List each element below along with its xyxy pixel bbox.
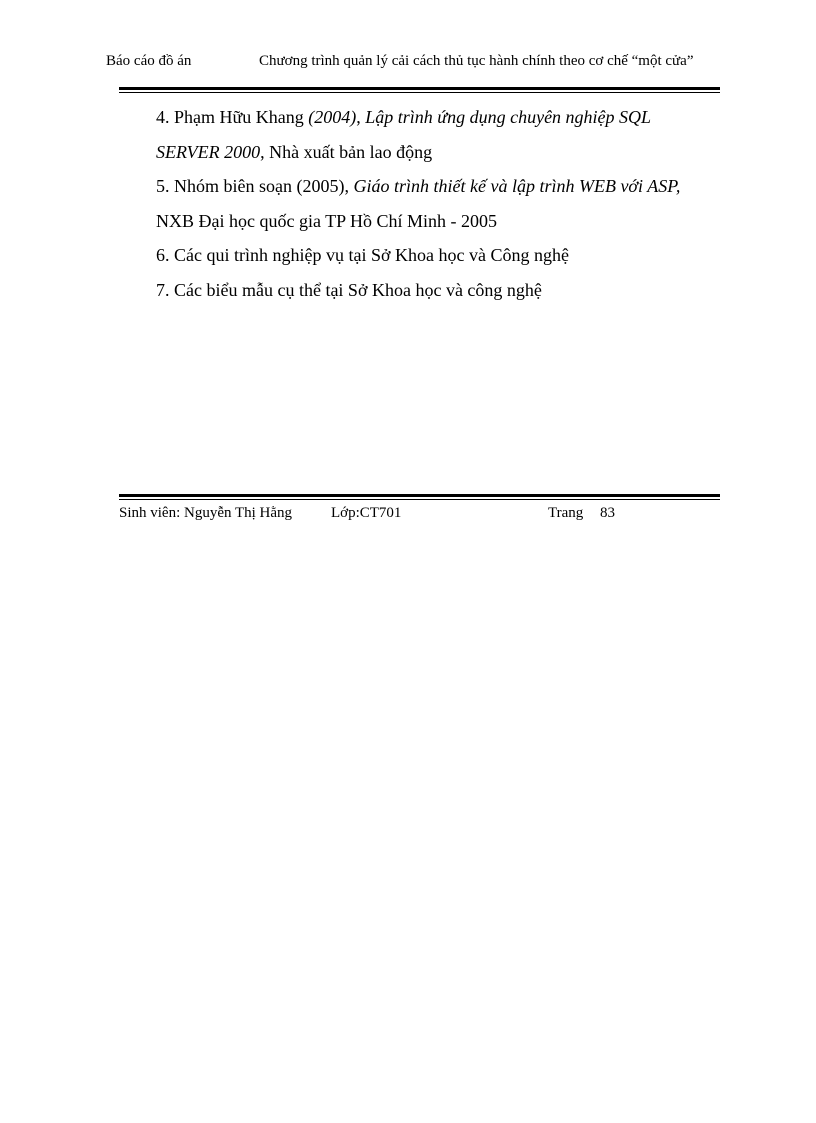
reference-5-title: Giáo trình thiết kế và lập trình WEB với ASP, <box>353 176 681 196</box>
reference-5-line-2: NXB Đại học quốc gia TP Hồ Chí Minh - 2005 <box>156 210 497 231</box>
reference-list <box>156 100 716 307</box>
footer-class: Lớp:CT701 <box>331 505 402 521</box>
reference-4-title: Lập trình ứng dụng chuyên nghiệp SQL <box>365 107 652 127</box>
reference-5-line-1 <box>156 169 716 204</box>
reference-4-line-2 <box>156 135 716 170</box>
footer-divider <box>119 494 720 500</box>
reference-7: 7. Các biểu mẫu cụ thể tại Sở Khoa học và công nghệ <box>156 279 542 300</box>
header-report-title: Báo cáo đồ án <box>106 53 192 69</box>
reference-4-title-cont: SERVER 2000 <box>156 141 261 162</box>
reference-4-author: 4. Phạm Hữu Khang <box>156 107 309 127</box>
footer-student-name: Sinh viên: Nguyễn Thị Hằng <box>119 505 293 521</box>
reference-6: 6. Các qui trình nghiệp vụ tại Sở Khoa học và Công nghệ <box>156 245 569 265</box>
header-project-title: Chương trình quản lý cải cách thủ tục hành chính theo cơ chế “một cửa” <box>259 53 694 69</box>
reference-4-publisher: , Nhà xuất bản lao động <box>260 141 433 162</box>
reference-4-year: (2004) <box>308 107 357 127</box>
header-divider <box>119 87 720 93</box>
reference-4-line-1 <box>156 100 716 135</box>
reference-5-author: 5. Nhóm biên soạn (2005), <box>156 176 354 196</box>
footer-page-label: Trang <box>548 505 584 521</box>
reference-4-separator: , <box>356 107 366 127</box>
footer-page-number: 83 <box>600 505 615 521</box>
